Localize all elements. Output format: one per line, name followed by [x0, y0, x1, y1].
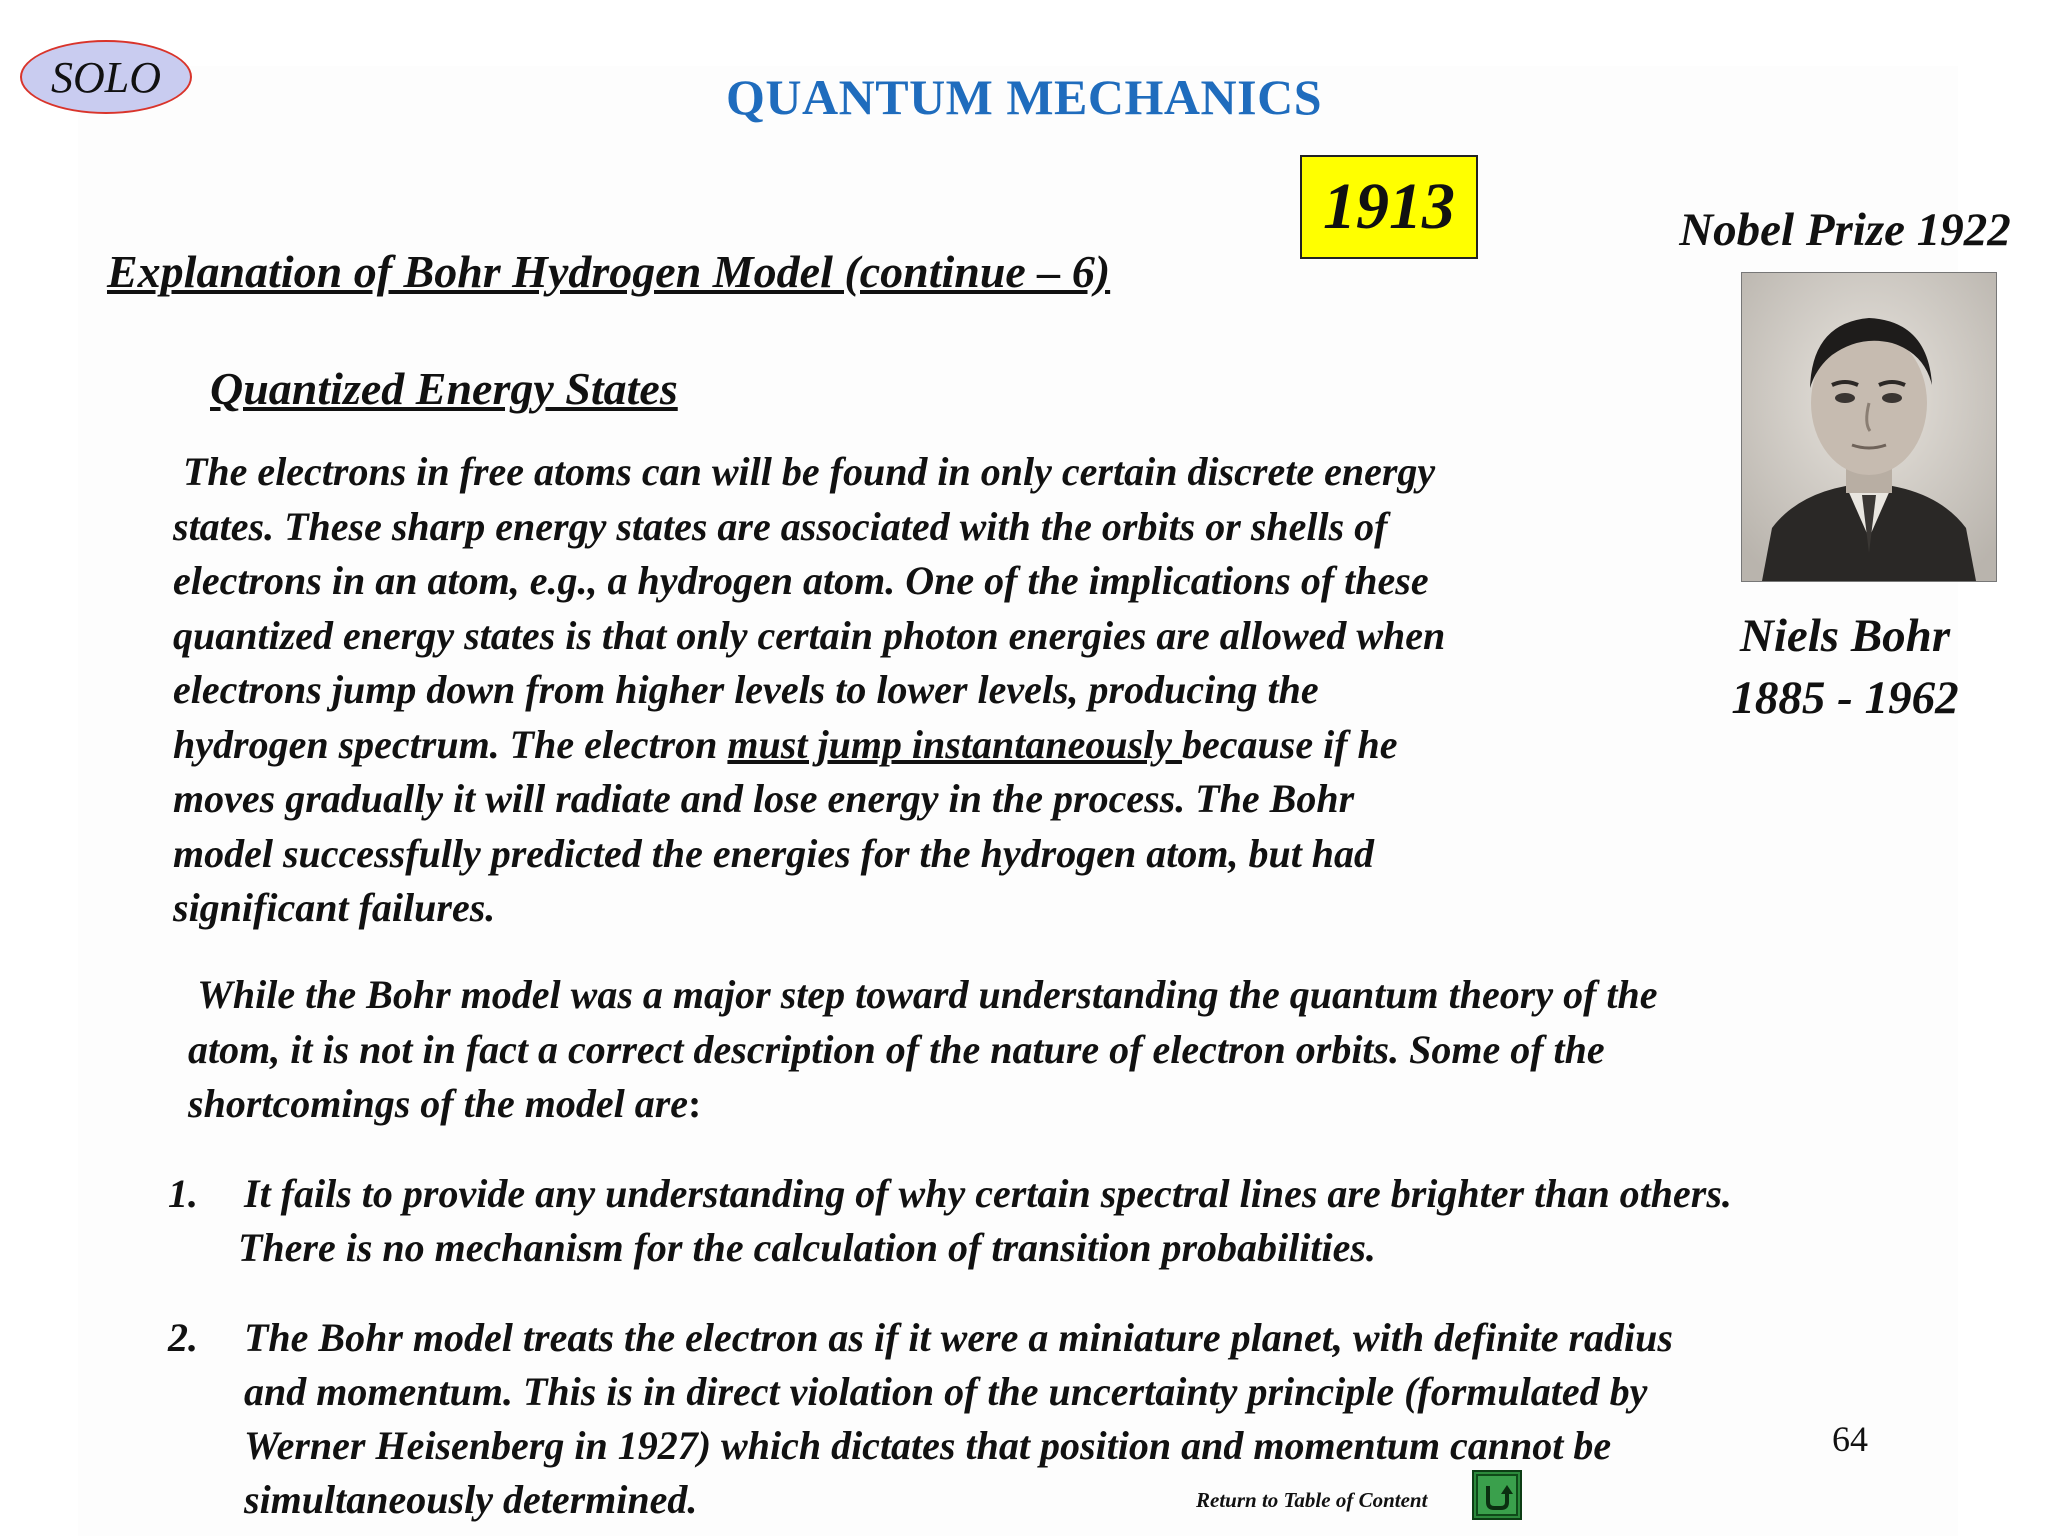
paragraph-line: The electrons in free atoms can will be found in only certain discrete energy: [173, 449, 1436, 494]
paragraph-line: [173, 718, 1445, 773]
year-badge: 1913: [1300, 155, 1478, 259]
underlined-emphasis: must jump instantaneously: [727, 721, 1183, 767]
line-text: because if he: [1182, 721, 1398, 767]
paragraph-line: model successfully predicted the energies for the hydrogen atom, but had: [173, 830, 1375, 876]
list-line: and momentum. This is in direct violation of the uncertainty principle (formulated by: [244, 1369, 1648, 1414]
list-number: 2.: [168, 1315, 198, 1360]
paragraph-line: electrons jump down from higher levels to lower levels, producing the: [173, 667, 1319, 712]
paragraph-line: moves gradually it will radiate and lose energy in the process. The Bohr: [173, 776, 1355, 821]
paragraph-shortcomings-intro: [188, 968, 1658, 1132]
portrait-caption: [1660, 605, 2030, 729]
paragraph-line: significant failures.: [173, 885, 496, 930]
paragraph-line: states. These sharp energy states are associated with the orbits or shells of: [173, 503, 1388, 549]
paragraph-line: [188, 1077, 1658, 1132]
return-to-toc-link[interactable]: Return to Table of Content: [1196, 1488, 1428, 1512]
slide-title: QUANTUM MECHANICS: [726, 69, 1322, 125]
return-arrow-icon: [1474, 1472, 1520, 1518]
portrait-photo: [1741, 272, 1997, 582]
return-button[interactable]: [1472, 1470, 1522, 1520]
paragraph-line: quantized energy states is that only certain photon energies are allowed when: [173, 612, 1446, 658]
paragraph-line: atom, it is not in fact a correct description of the nature of electron orbits. Some of the: [188, 1026, 1605, 1072]
line-colon: :: [688, 1081, 702, 1126]
paragraph-line: While the Bohr model was a major step toward understanding the quantum theory of the: [188, 972, 1658, 1017]
page-number: 64: [1832, 1419, 1868, 1459]
paragraph-quantized-states: [173, 445, 1445, 936]
subsection-heading: Quantized Energy States: [210, 363, 678, 414]
caption-years: 1885 - 1962: [1731, 672, 1959, 724]
line-text: shortcomings of the model are: [188, 1081, 689, 1126]
section-heading: Explanation of Bohr Hydrogen Model (continue – 6): [107, 246, 1111, 297]
list-number: 1.: [168, 1171, 198, 1216]
list-line: It fails to provide any understanding of why certain spectral lines are brighter than others.: [244, 1171, 1732, 1216]
list-line: Werner Heisenberg in 1927) which dictates that position and momentum cannot be: [244, 1423, 1612, 1468]
portrait-image: [1742, 273, 1996, 581]
logo-text: SOLO: [50, 52, 162, 102]
list-line: There is no mechanism for the calculation of transition probabilities.: [238, 1225, 1376, 1270]
paragraph-line: electrons in an atom, e.g., a hydrogen atom. One of the implications of these: [173, 558, 1429, 603]
list-line: The Bohr model treats the electron as if it were a miniature planet, with definite radius: [244, 1315, 1673, 1360]
caption-name: Niels Bohr: [1739, 610, 1951, 662]
list-line: simultaneously determined.: [244, 1477, 698, 1522]
nobel-prize-label: Nobel Prize 1922: [1679, 204, 2011, 256]
line-text: hydrogen spectrum. The electron: [173, 721, 728, 767]
